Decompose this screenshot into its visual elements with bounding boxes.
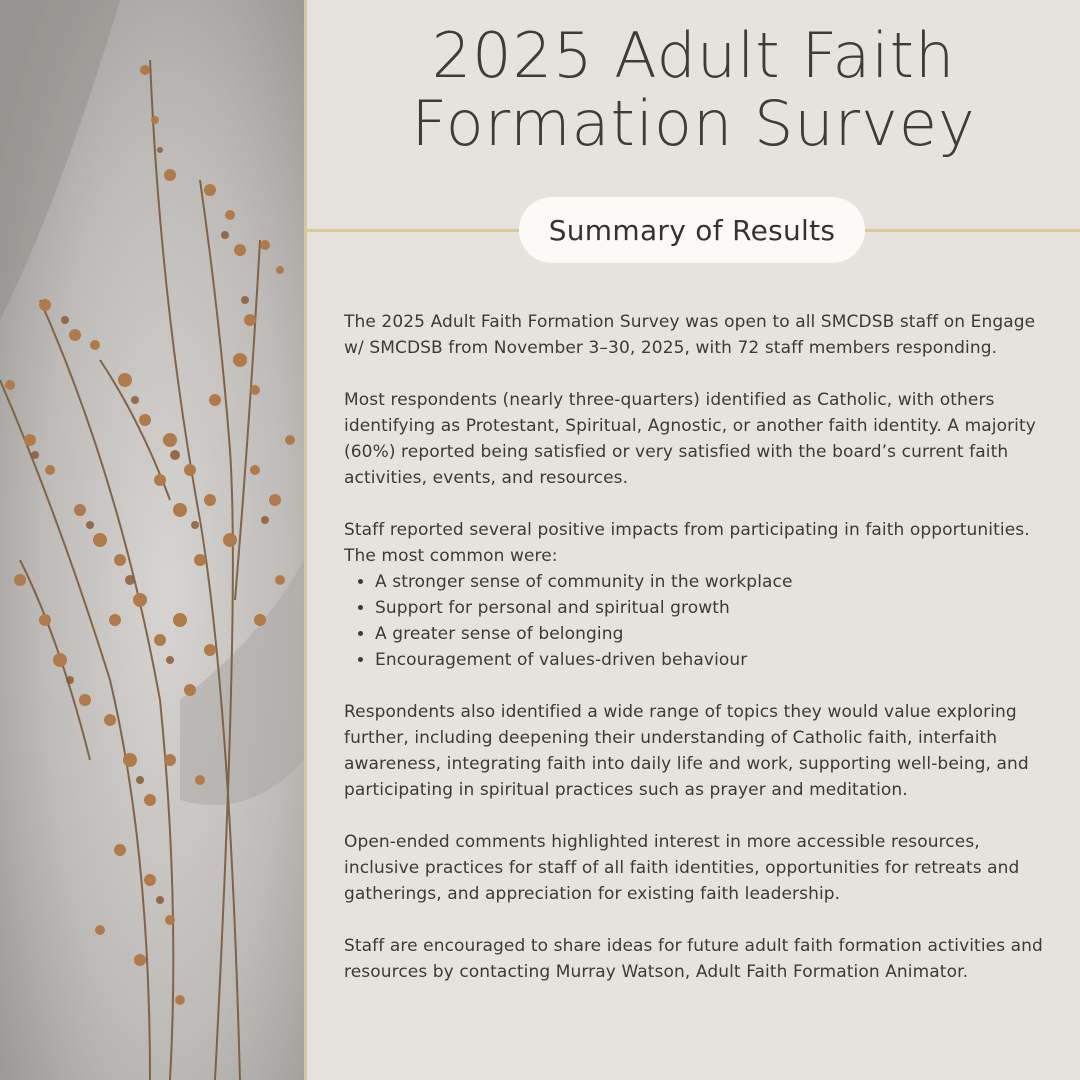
content-panel <box>307 0 1080 1080</box>
dried-flowers-photo <box>0 0 304 1080</box>
title-line-2: Formation Survey <box>411 87 976 160</box>
list-item: • Encouragement of values-driven behaviour <box>375 647 1056 673</box>
paragraph-topics: Respondents also identified a wide range of topics they would value exploring further, including deepening their understanding of Catholic faith, interfaith awareness, integrating faith into daily life and work, supporting well-being, and participating in spiritual practices such as prayer and meditation. <box>344 702 1029 800</box>
list-item: • A stronger sense of community in the workplace <box>375 569 1056 595</box>
paragraph-respondent-identity: Most respondents (nearly three-quarters) identified as Catholic, with others identifying as Protestant, Spiritual, Agnostic, or another faith identity. A majority (60%) reported being satisfied or very satisfied with the board’s current faith activities, events, and resources. <box>344 390 1036 488</box>
list-item: • Support for personal and spiritual growth <box>375 595 1056 621</box>
dried-flowers-illustration <box>0 0 304 1080</box>
paragraph-positive-impacts: Staff reported several positive impacts from participating in faith opportunities. The most common were: <box>344 520 1030 566</box>
impacts-list <box>344 569 1056 673</box>
paragraph-comments: Open-ended comments highlighted interest in more accessible resources, inclusive practices for staff of all faith identities, opportunities for retreats and gatherings, and appreciation for existing faith leadership. <box>344 832 1020 904</box>
list-item: • A greater sense of belonging <box>375 621 1056 647</box>
summary-badge: Summary of Results <box>519 197 865 263</box>
summary-body <box>344 309 1056 1011</box>
title-line-1: 2025 Adult Faith <box>431 19 956 92</box>
paragraph-survey-overview: The 2025 Adult Faith Formation Survey was open to all SMCDSB staff on Engage w/ SMCDSB from November 3–30, 2025, with 72 staff members responding. <box>344 312 1036 358</box>
page-title <box>307 19 1080 160</box>
paragraph-contact: Staff are encouraged to share ideas for future adult faith formation activities and resources by contacting Murray Watson, Adult Faith Formation Animator. <box>344 936 1043 982</box>
